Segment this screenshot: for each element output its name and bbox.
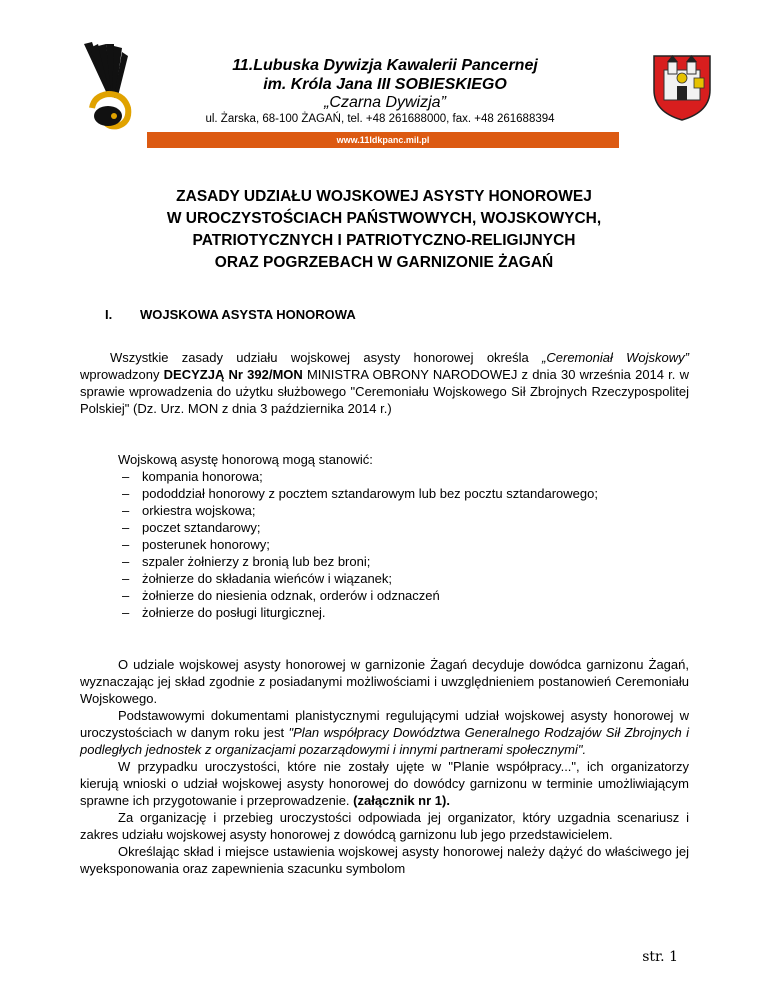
list-lead: Wojskową asystę honorową mogą stanowić:: [118, 452, 373, 467]
paragraph-decision: O udziale wojskowej asysty honorowej w garnizonie Żagań decyduje dowódca garnizonu Żagań, wyznaczając jej skład zgodnie z posiadanymi możliwościami i uwzględnieniem postanowień Ceremoniału Wojskowego.: [80, 657, 689, 706]
dash-bullet: –: [122, 537, 130, 552]
intro-text-3: wprowadzony: [80, 367, 164, 382]
dash-bullet: –: [122, 469, 130, 484]
division-emblem-icon: [78, 38, 140, 134]
dash-bullet: –: [122, 503, 130, 518]
dash-bullet: –: [122, 571, 130, 586]
paragraph-organizer: Za organizację i przebieg uroczystości odpowiada jej organizator, który uzgadnia scenariusz i zakres udziału wojskowej asysty honorowej z dowódcą garnizonu lub jego przedstawicielem.: [80, 810, 689, 842]
website-link[interactable]: www.11ldkpanc.mil.pl: [336, 135, 430, 145]
list-item: – kompania honorowa;: [122, 469, 263, 484]
document-title-line3: PATRIOTYCZNYCH I PATRIOTYCZNO-RELIGIJNYCH: [192, 232, 576, 249]
paragraph-planning: Podstawowymi dokumentami planistycznymi regulującymi udział wojskowej asysty honorowej w uroczystościach w danym roku jest "Plan współpracy Dowództwa Generalnego Rodzajów Sił Zbrojnych i podległych jednostek z organizacjami pozarządowymi i innymi partnerami społecznymi".: [80, 708, 689, 757]
section-title: WOJSKOWA ASYSTA HONOROWA: [140, 307, 356, 322]
list-item: – poczet sztandarowy;: [122, 520, 261, 535]
attachment-ref: (załącznik nr 1).: [353, 793, 450, 808]
list-item: – żołnierze do niesienia odznak, orderów i odznaczeń: [122, 588, 440, 603]
dash-bullet: –: [122, 520, 130, 535]
paragraph-requests: W przypadku uroczystości, które nie zostały ujęte w "Planie współpracy...", ich organizatorzy kierują wnioski o udział wojskowej asysty honorowej do dowódcy garnizonu w terminie umożliwiającym sprawne ich przygotowanie i przeprowadzenie. (załącznik nr 1).: [80, 759, 689, 808]
dash-bullet: –: [122, 588, 130, 603]
dash-bullet: –: [122, 554, 130, 569]
list-item: – orkiestra wojskowa;: [122, 503, 256, 518]
document-title-line4: ORAZ POGRZEBACH W GARNIZONIE ŻAGAŃ: [214, 254, 554, 271]
cooperation-plan-title: "Plan współpracy Dowództwa Generalnego Rodzajów Sił Zbrojnych i podległych jednostek z organizacjami pozarządowymi i innymi partnerami społecznymi".: [80, 725, 689, 757]
list-item: – pododdział honorowy z pocztem sztandarowym lub bez pocztu sztandarowego;: [122, 486, 598, 501]
composition-list: [118, 468, 678, 621]
unit-address: ul. Żarska, 68-100 ŻAGAŃ, tel. +48 261688000, fax. +48 261688394: [205, 113, 555, 125]
dash-bullet: –: [122, 486, 130, 501]
intro-paragraph: [80, 349, 689, 417]
paragraph-placement: Określając skład i miejsce ustawienia wojskowej asysty honorowej należy dążyć do właściwego jej wyeksponowania oraz zapewnienia szacunku symbolom: [80, 844, 689, 876]
unit-name-line2: im. Króla Jana III SOBIESKIEGO: [263, 76, 507, 93]
document-title-line2: W UROCZYSTOŚCIACH PAŃSTWOWYCH, WOJSKOWYCH,: [166, 210, 602, 227]
list-item: – posterunek honorowy;: [122, 537, 270, 552]
list-item: – szpaler żołnierzy z bronią lub bez broni;: [122, 554, 371, 569]
list-item: – żołnierze do posługi liturgicznej.: [122, 605, 326, 620]
zagan-coat-of-arms-icon: [650, 52, 714, 122]
dash-bullet: –: [122, 605, 130, 620]
ceremonial-name: „Ceremoniał Wojskowy”: [542, 350, 689, 365]
unit-nickname: „Czarna Dywizja”: [324, 94, 446, 111]
intro-text-1: Wszystkie zasady udziału wojskowej asysty honorowej określa: [110, 350, 543, 365]
document-title-line1: ZASADY UDZIAŁU WOJSKOWEJ ASYSTY HONOROWEJ: [176, 188, 592, 205]
unit-name-line1: 11.Lubuska Dywizja Kawalerii Pancernej: [232, 57, 538, 74]
list-item: – żołnierze do składania wieńców i wiązanek;: [122, 571, 393, 586]
section-number: I.: [105, 307, 113, 322]
intro-text-5: MINISTRA OBRONY NARODOWEJ z dnia 30 września 2014 r. w sprawie wprowadzenia do użytku służbowego "Ceremoniału Wojskowego Sił Zbrojnych Rzeczypospolitej Polskiej" (Dz. Urz. MON z dnia 3 października 2014 r.): [80, 367, 689, 416]
page-number: str. 1: [642, 949, 678, 965]
decision-ref: DECYZJĄ Nr 392/MON: [163, 367, 303, 382]
body-text: [80, 656, 689, 877]
